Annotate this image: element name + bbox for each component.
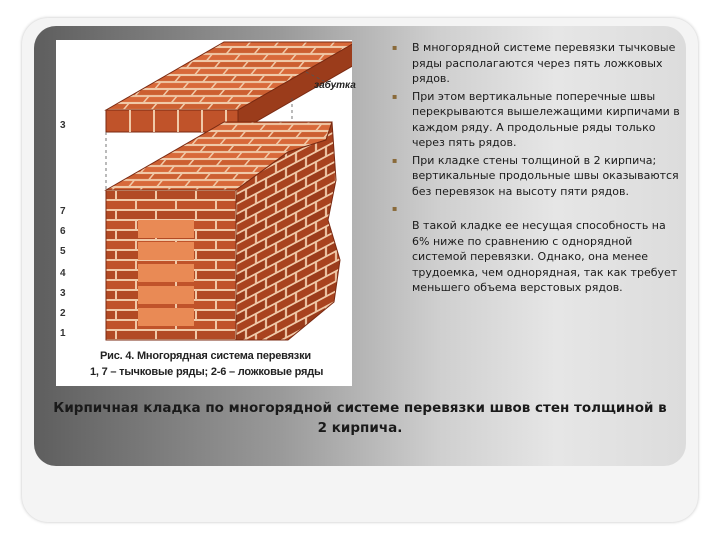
figure-caption-line1: Рис. 4. Многорядная система перевязки [100,350,311,362]
bullet-icon: ▪ [392,43,398,52]
bullet-text: В такой кладке ее несущая способность на 6% ниже по сравнению с однорядной системой перевязки. Однако, она менее трудоемка, чем однорядная, так как требует меньшего объема верстовых рядов. [412,219,678,294]
bullet-icon: ▪ [392,155,398,165]
bullet-icon: ▪ [392,204,398,213]
bullet-item [388,201,684,216]
slide-caption: Кирпичная кладка по многорядной системе перевязки швов стен толщиной в 2 кирпича. [53,400,667,436]
row-number: 6 [60,226,66,237]
bullet-text: При этом вертикальные поперечные швы перекрываются вышележащими кирпичами в каждом ряду. А продольные ряды только через пять рядов. [412,89,680,149]
row-number: 5 [60,246,66,257]
bullet-text: При кладке стены толщиной в 2 кирпича; вертикальные продольные швы оказываются без перевязок на высоту пяти рядов. [412,153,679,198]
row-number: 7 [60,206,66,217]
bullet-item [388,89,684,151]
row-number: 3 [60,288,66,299]
row-number: 4 [60,268,66,279]
bullet-item [388,40,684,87]
brickwork-figure [56,40,356,386]
fill-label: забутка [314,80,356,91]
bullet-item [388,153,684,200]
row-number: 3 [60,120,66,131]
row-number: 2 [60,308,66,319]
figure-caption-line2: 1, 7 – тычковые ряды; 2-6 – ложковые ряды [90,366,324,378]
bullet-text: В многорядной системе перевязки тычковые ряды располагаются через пять ложковых рядов. [412,41,676,85]
brickwork-illustration [56,40,352,386]
bullet-icon: ▪ [392,91,398,101]
bullet-item [388,218,684,296]
row-number: 1 [60,328,66,339]
bullet-list [388,40,684,298]
